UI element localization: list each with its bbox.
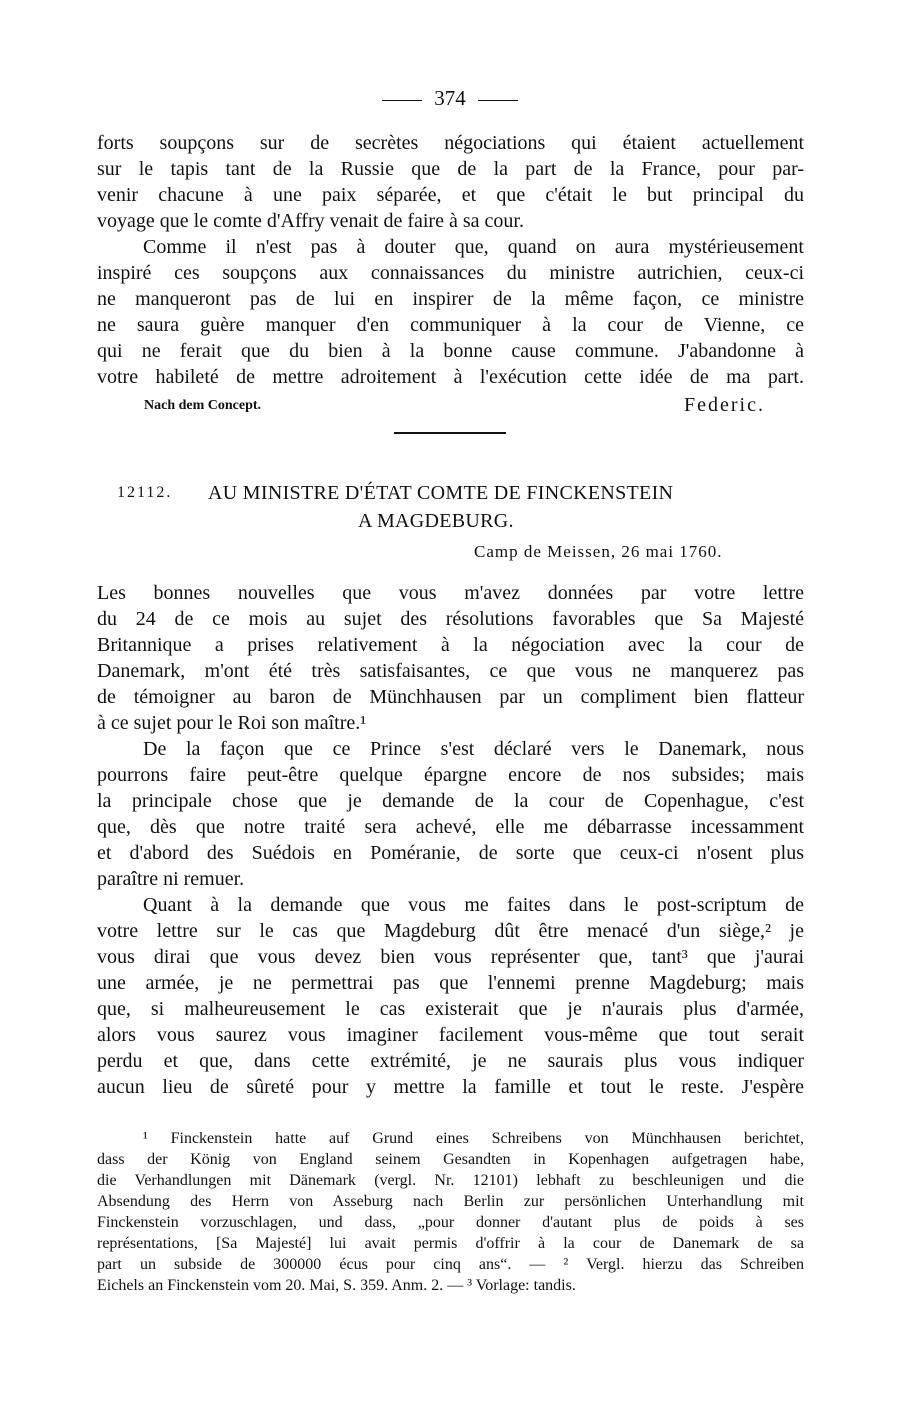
letter-line: la principale chose que je demande de la cour de Copenhague, c'est — [97, 790, 804, 812]
prev-letter-line: venir chacune à une paix séparée, et que c'était le but principal du — [97, 184, 804, 206]
prev-letter-line: inspiré ces soupçons aux connaissances du ministre autrichien, ceux-ci — [97, 262, 804, 284]
prev-letter-line: sur le tapis tant de la Russie que de la part de la France, pour par- — [97, 158, 804, 180]
letter-line: que, dès que notre traité sera achevé, elle me débarrasse incessamment — [97, 816, 804, 838]
footnote-line: Eichels an Finckenstein vom 20. Mai, S. 359. Anm. 2. — ³ Vorlage: tandis. — [97, 1277, 576, 1294]
letter-line: à ce sujet pour le Roi son maître.¹ — [97, 712, 367, 734]
letter-heading-line1: AU MINISTRE D'ÉTAT COMTE DE FINCKENSTEIN — [208, 482, 674, 504]
prev-letter-line: qui ne ferait que du bien à la bonne cause commune. J'abandonne à — [97, 340, 804, 362]
prev-letter-line: ne saura guère manquer d'en communiquer à la cour de Vienne, ce — [97, 314, 804, 336]
page-number-header — [0, 86, 900, 111]
footnote-line: Finckenstein vorzuschlagen, und dass, „pour donner d'autant plus de poids à ses — [97, 1214, 804, 1231]
letter-line: et d'abord des Suédois en Poméranie, de sorte que ceux-ci n'osent plus — [97, 842, 804, 864]
footnote-line: part un subside de 300000 écus pour cinq ans“. — ² Vergl. hierzu das Schreiben — [97, 1256, 804, 1273]
letter-line: vous dirai que vous devez bien vous représenter que, tant³ que j'aurai — [97, 946, 804, 968]
prev-letter-line: voyage que le comte d'Affry venait de faire à sa cour. — [97, 210, 524, 232]
letter-line: perdu et que, dans cette extrémité, je ne saurais plus vous indiquer — [97, 1050, 804, 1072]
footnote-line: die Verhandlungen mit Dänemark (vergl. Nr. 12101) lebhaft zu beschleunigen und die — [97, 1172, 804, 1189]
page-number: 374 — [434, 86, 466, 110]
letter-dateline: Camp de Meissen, 26 mai 1760. — [474, 542, 723, 561]
letter-number: 12112. — [117, 484, 173, 501]
letter-line: du 24 de ce mois au sujet des résolutions favorables que Sa Majesté — [97, 608, 804, 630]
letter-line: que, si malheureusement le cas existerait que je n'aurais plus d'armée, — [97, 998, 804, 1020]
section-divider — [394, 432, 506, 434]
footnote-line: Absendung des Herrn von Asseburg nach Berlin zur persönlichen Unterhandlung mit — [97, 1193, 804, 1210]
page-number-dash-left — [382, 100, 422, 101]
source-note: Nach dem Concept. — [144, 398, 262, 413]
footnote-line: représentations, [Sa Majesté] lui avait permis d'offrir à la cour de Danemark de sa — [97, 1235, 804, 1252]
letter-heading-line2: A MAGDEBURG. — [358, 510, 514, 532]
footnote-line: ¹ Finckenstein hatte auf Grund eines Schreibens von Münchhausen berichtet, — [143, 1130, 804, 1147]
letter-line: une armée, je ne permettrai pas que l'ennemi prenne Magdeburg; mais — [97, 972, 804, 994]
letter-line: paraître ni remuer. — [97, 868, 245, 890]
letter-line: alors vous saurez vous imaginer facilement vous-même que tout serait — [97, 1024, 804, 1046]
letter-line: Britannique a prises relativement à la négociation avec la cour de — [97, 634, 804, 656]
letter-line: De la façon que ce Prince s'est déclaré vers le Danemark, nous — [143, 738, 804, 760]
prev-letter-line: votre habileté de mettre adroitement à l'exécution cette idée de ma part. — [97, 366, 804, 388]
footnote-line: dass der König von England seinem Gesandten in Kopenhagen aufgetragen habe, — [97, 1151, 804, 1168]
letter-line: Quant à la demande que vous me faites dans le post-scriptum de — [143, 894, 804, 916]
prev-letter-line: ne manqueront pas de lui en inspirer de la même façon, ce ministre — [97, 288, 804, 310]
letter-line: pourrons faire peut-être quelque épargne encore de nos subsides; mais — [97, 764, 804, 786]
prev-letter-line: forts soupçons sur de secrètes négociations qui étaient actuellement — [97, 132, 804, 154]
letter-line: votre lettre sur le cas que Magdeburg dût être menacé d'un siège,² je — [97, 920, 804, 942]
prev-letter-line: Comme il n'est pas à douter que, quand on aura mystérieusement — [143, 236, 804, 258]
page-number-dash-right — [478, 100, 518, 101]
signature: Federic. — [684, 394, 765, 416]
letter-line: Danemark, m'ont été très satisfaisantes, ce que vous ne manquerez pas — [97, 660, 804, 682]
letter-line: Les bonnes nouvelles que vous m'avez données par votre lettre — [97, 582, 804, 604]
letter-line: de témoigner au baron de Münchhausen par un compliment bien flatteur — [97, 686, 804, 708]
letter-line: aucun lieu de sûreté pour y mettre la famille et tout le reste. J'espère — [97, 1076, 804, 1098]
